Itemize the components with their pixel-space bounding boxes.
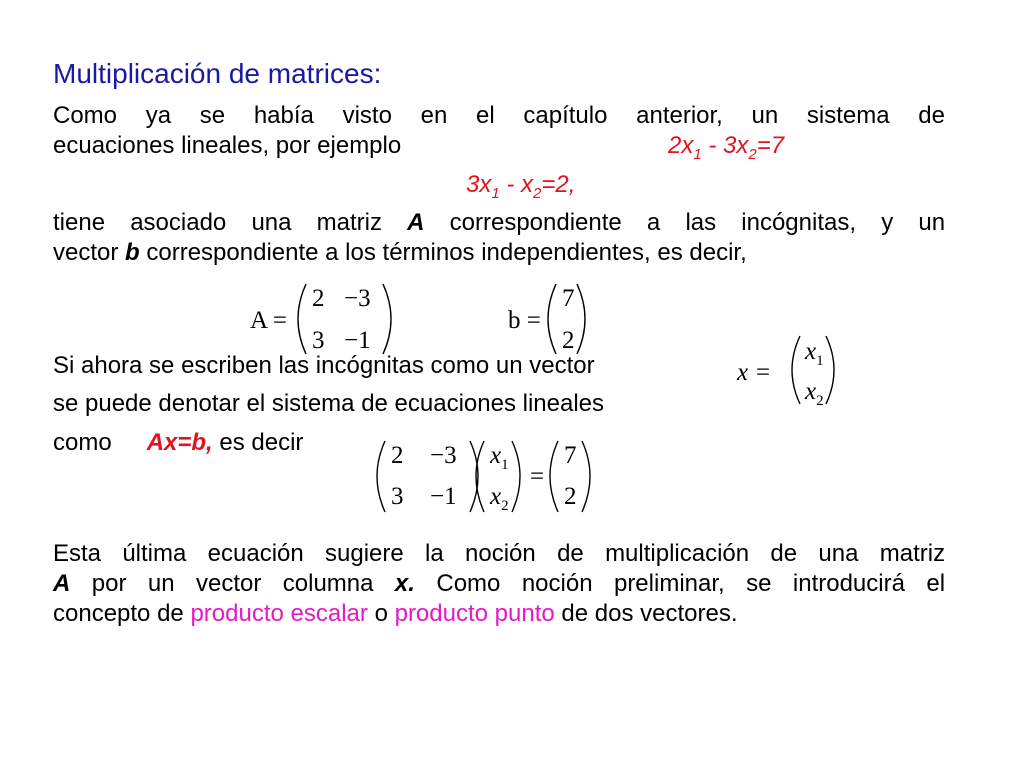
matrix-a-cell: 2 bbox=[312, 285, 325, 312]
paragraph-3-line-3: como Ax=b, es decir bbox=[53, 429, 304, 456]
paragraph-1-line-2: ecuaciones lineales, por ejemplo bbox=[53, 132, 402, 159]
vector-x-cell: $x_2$ bbox=[805, 378, 824, 409]
left-paren bbox=[476, 441, 484, 512]
right-paren bbox=[582, 441, 590, 512]
equation-a-cell: 3 bbox=[391, 483, 404, 510]
equation-x-cell: $x_2$ bbox=[490, 483, 509, 514]
term-producto-escalar: producto escalar bbox=[190, 600, 368, 627]
matrix-a-label: A = bbox=[250, 307, 288, 334]
term-producto-punto: producto punto bbox=[394, 600, 555, 627]
equation-b-cell: 7 bbox=[564, 442, 577, 469]
vector-x-label: x = bbox=[737, 359, 772, 386]
paragraph-3-line-2: se puede denotar el sistema de ecuaciones lineales bbox=[53, 390, 605, 417]
equation-a-cell: −1 bbox=[430, 483, 457, 510]
equation-a-cell: 2 bbox=[391, 442, 404, 469]
vector-b-cell: 7 bbox=[562, 285, 575, 312]
vector-b-label: b = bbox=[508, 307, 541, 334]
paragraph-4-line-2: A por un vector columna x. Como noción preliminar, se introducirá el bbox=[53, 570, 946, 597]
equation-equals: = bbox=[530, 463, 545, 490]
vector-b-cell: 2 bbox=[562, 327, 575, 354]
equation-b-cell: 2 bbox=[564, 483, 577, 510]
equation-a-cell: −3 bbox=[430, 442, 457, 469]
matrix-a-cell: −1 bbox=[344, 327, 371, 354]
page-title: Multiplicación de matrices: bbox=[53, 58, 382, 89]
equation-1: $2x_1 - 3x_2=7$ bbox=[668, 132, 785, 163]
left-paren bbox=[550, 441, 558, 512]
paragraph-2-line-1: tiene asociado una matriz A correspondiente a las incógnitas, y un bbox=[53, 209, 946, 236]
paragraph-2-line-2: vector b correspondiente a los términos independientes, es decir, bbox=[53, 239, 747, 266]
right-paren bbox=[470, 441, 478, 512]
vector-x-cell: $x_1$ bbox=[805, 338, 824, 369]
equation-x-cell: $x_1$ bbox=[490, 442, 509, 473]
paragraph-1-line-1: Como ya se había visto en el capítulo anterior, un sistema de bbox=[53, 102, 945, 129]
left-paren bbox=[377, 441, 385, 512]
paragraph-3-line-1: Si ahora se escriben las incógnitas como un vector bbox=[53, 352, 595, 379]
right-paren bbox=[512, 441, 520, 512]
paragraph-4-line-1: Esta última ecuación sugiere la noción de multiplicación de una matriz bbox=[53, 540, 946, 567]
matrix-a-cell: 3 bbox=[312, 327, 325, 354]
equation-2: $3x_1 - x_2=2$, bbox=[466, 171, 576, 202]
matrix-a-cell: −3 bbox=[344, 285, 371, 312]
paragraph-4-line-3: concepto de producto escalar o producto punto de dos vectores. bbox=[53, 600, 738, 627]
